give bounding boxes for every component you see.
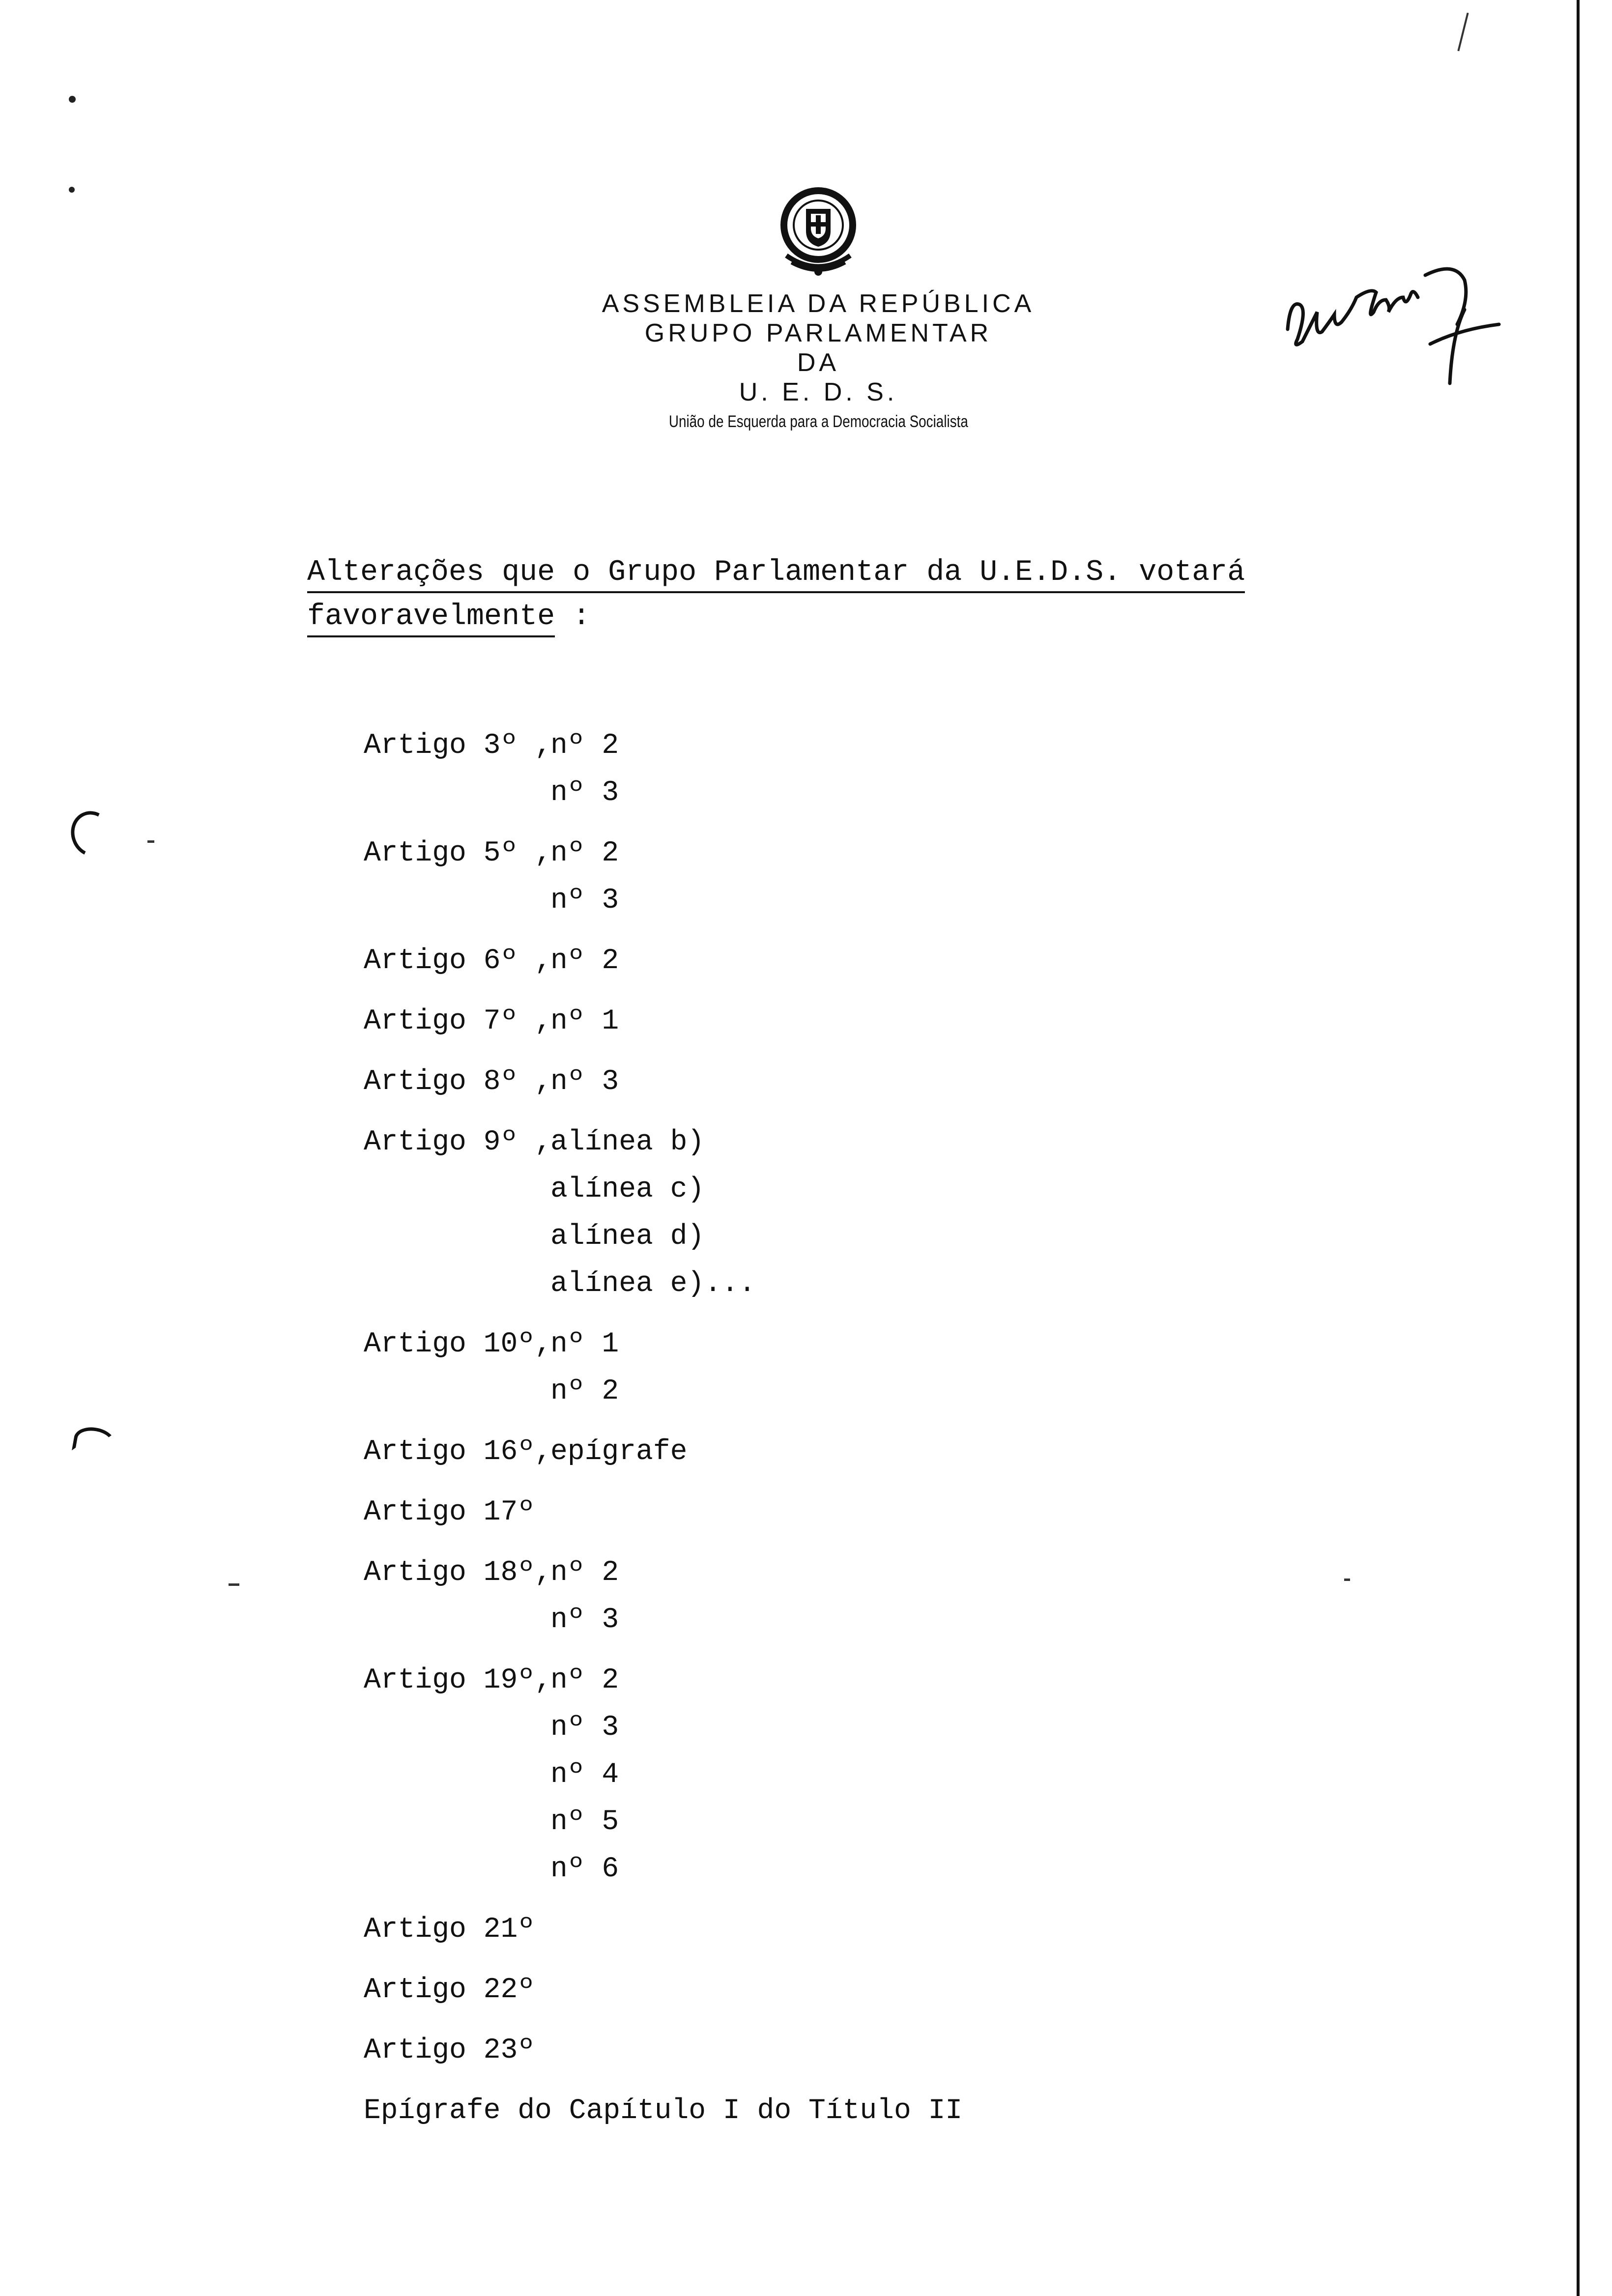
sub-item: nº 1 [550, 1328, 619, 1360]
sub-list [550, 722, 619, 817]
punch-hole-mark [72, 1424, 117, 1458]
list-item [364, 1059, 1347, 1106]
list-item [364, 1657, 1347, 1893]
sub-item: nº 2 [550, 730, 619, 762]
sub-list [550, 1550, 619, 1644]
title-suffix: : [555, 600, 591, 633]
sub-item: nº 4 [550, 1759, 619, 1791]
list-item [364, 1429, 1347, 1476]
letterhead [491, 182, 1145, 433]
sub-item: nº 5 [550, 1806, 619, 1838]
list-item [364, 1321, 1347, 1415]
sub-item: nº 3 [550, 1066, 619, 1098]
list-item [364, 1489, 1347, 1536]
list-item [364, 2027, 1347, 2074]
article-label: Artigo 8º , [364, 1066, 552, 1098]
sub-list [550, 938, 619, 985]
sub-item: nº 3 [550, 885, 619, 917]
letterhead-line-2: GRUPO PARLAMENTAR [644, 319, 992, 347]
article-label: Artigo 19º, [364, 1665, 552, 1696]
pen-tick-mark [1457, 13, 1468, 52]
coat-of-arms-icon [772, 182, 865, 280]
article-label: Artigo 10º, [364, 1328, 552, 1360]
sub-item: nº 6 [550, 1853, 619, 1885]
sub-item: nº 2 [550, 837, 619, 869]
article-label: Artigo 7º , [364, 1005, 552, 1037]
letterhead-line-4: U. E. D. S. [739, 378, 898, 406]
sub-list [550, 998, 619, 1045]
sub-list [550, 830, 619, 924]
sub-item: nº 2 [550, 1557, 619, 1589]
handwritten-signature [1278, 246, 1504, 393]
article-list [364, 722, 1347, 2135]
sub-item: nº 2 [550, 1376, 619, 1407]
article-label: Artigo 3º , [364, 730, 552, 762]
sub-item: nº 3 [550, 777, 619, 809]
sub-item: nº 1 [550, 1005, 619, 1037]
article-label: Artigo 9º , [364, 1126, 552, 1158]
sub-list [550, 1059, 619, 1106]
sub-list [550, 1119, 756, 1308]
sub-list [550, 1657, 619, 1893]
list-item [364, 722, 1347, 817]
article-label: Artigo 6º , [364, 945, 552, 977]
speck [69, 96, 76, 103]
article-label: Artigo 23º [364, 2035, 535, 2066]
list-item [364, 1550, 1347, 1644]
article-label: Artigo 21º [364, 1914, 535, 1946]
sub-list [550, 1321, 619, 1415]
article-label: Artigo 22º [364, 1974, 535, 2006]
title-text: Alterações que o Grupo Parlamentar da U.E.D.S. votará favoravelmente [307, 556, 1245, 637]
sub-item: nº 2 [550, 1665, 619, 1696]
article-label: Artigo 5º , [364, 837, 552, 869]
sub-item: alínea d) [550, 1221, 705, 1253]
sub-item: nº 3 [550, 1712, 619, 1744]
letterhead-line-1: ASSEMBLEIA DA REPÚBLICA [602, 289, 1035, 318]
article-label: Artigo 18º, [364, 1557, 552, 1589]
document-title [307, 550, 1487, 639]
sub-item: nº 3 [550, 1604, 619, 1636]
list-item [364, 1119, 1347, 1308]
sub-list [550, 1429, 687, 1476]
sub-item: nº 2 [550, 945, 619, 977]
punch-hole-mark [64, 805, 119, 862]
margin-dash [229, 1583, 239, 1586]
list-item [364, 1967, 1347, 2014]
party-full-name: União de Esquerda para a Democracia Socialista [668, 412, 968, 431]
article-label: Artigo 16º, [364, 1436, 552, 1468]
speck [69, 187, 75, 193]
margin-dash [147, 840, 154, 843]
list-item [364, 830, 1347, 924]
article-label: Artigo 17º [364, 1496, 535, 1528]
page-border [1577, 0, 1580, 2296]
letterhead-line-3: DA [797, 348, 840, 377]
sub-item: alínea c) [550, 1174, 705, 1205]
sub-item: epígrafe [550, 1436, 688, 1468]
list-item [364, 1906, 1347, 1953]
list-item [364, 998, 1347, 1045]
chapter-heading-item: Epígrafe do Capítulo I do Título II [364, 2095, 963, 2127]
sub-item: alínea e)... [550, 1268, 756, 1300]
list-item [364, 938, 1347, 985]
sub-item: alínea b) [550, 1126, 705, 1158]
